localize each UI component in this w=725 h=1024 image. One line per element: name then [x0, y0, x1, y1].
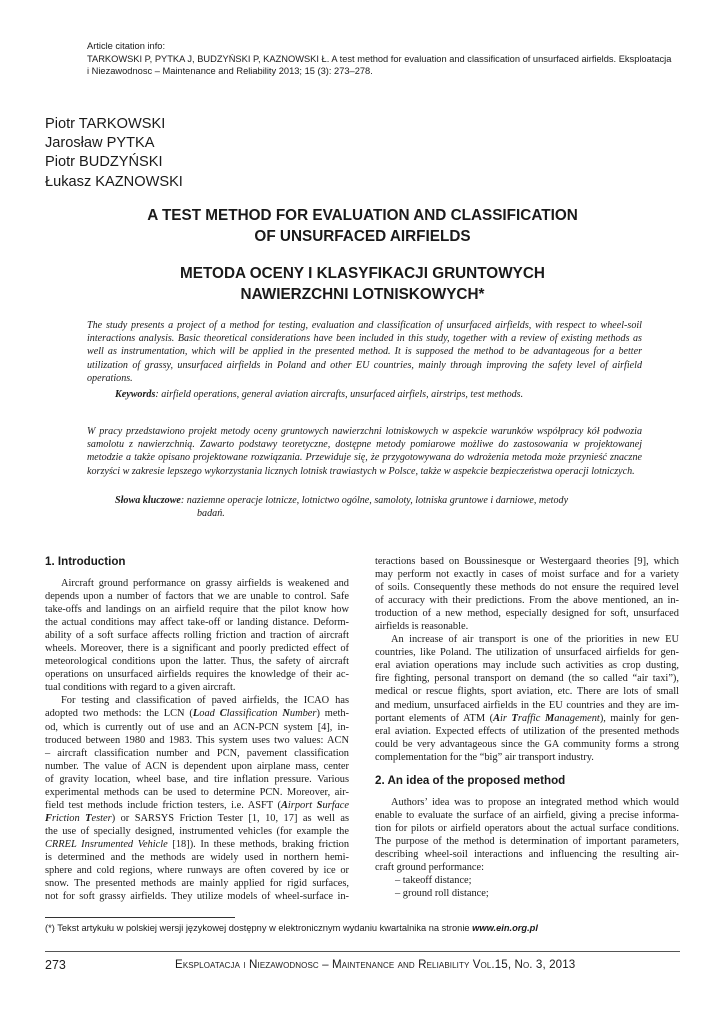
paragraph: [375, 796, 679, 874]
text-line: operations on unsurfaced airfields requires the knowledge of their ac-: [45, 669, 349, 681]
section-heading-proposed-method: 2. An idea of the proposed method: [375, 773, 566, 787]
text-line: and medium, unsurfaced airfields in the EU countries and they are im-: [375, 699, 679, 711]
text-line: The purpose of the method is determination of important parameters,: [375, 835, 679, 847]
citation-header: Article citation info:: [87, 41, 166, 51]
text-line: depends upon a number of factors that we are unable to control. Safe: [45, 591, 349, 603]
text-line: field test methods include friction testers, i.e. ASFT (Airport Surface: [45, 799, 349, 811]
author-list: [45, 115, 183, 192]
text-line: countries, like Poland. The utilization of unsurfaced airfields for gen-: [375, 647, 679, 659]
keywords-english: [115, 388, 523, 401]
text-line: number. The value of ACN is dependent upon airplane mass, center: [45, 760, 349, 772]
title-line: NAWIERZCHNI LOTNISKOWYCH*: [240, 285, 485, 303]
text-line: – aircraft classification number and PCN, pavement classification: [45, 747, 349, 759]
list-item: – takeoff distance;: [395, 875, 472, 887]
text-line: tion for pilots or airfield operators about the actual surface conditions.: [375, 822, 679, 834]
text-line: of accuracy with their predictions. From the above mentioned, an in-: [375, 595, 679, 607]
title-line: A TEST METHOD FOR EVALUATION AND CLASSIFICATION: [147, 207, 578, 224]
footnote-link[interactable]: www.ein.org.pl: [472, 923, 538, 933]
text-line: troduced between 1980 and 1983. This system uses two values: ACN: [45, 734, 349, 746]
text-line: CRREL Insrumented Vehicle [18]). In these methods, braking friction: [45, 838, 350, 850]
text-line: craft ground performance:: [375, 861, 485, 873]
text-line: An increase of air transport is one of the priorities in new EU: [391, 634, 679, 646]
text-line: eral aviation operations may include such activities as crop dusting,: [375, 660, 679, 672]
paragraph: [375, 555, 679, 633]
paragraph: [45, 577, 349, 694]
footnote-divider: [45, 917, 235, 918]
text-line: portant elements of ATM (Air Traffic Management), mainly for gen-: [375, 712, 679, 724]
section-heading-introduction: 1. Introduction: [45, 555, 126, 568]
text-line: of gravity location, wheel base, and tire inflation pressure. Various: [45, 773, 349, 785]
text-line: Authors’ idea was to propose an integrated method which would: [391, 796, 679, 808]
keywords-label: Keywords: [115, 389, 156, 400]
text-line: snow. The presented methods are mainly applied for rigid surfaces,: [45, 878, 349, 890]
paragraph: [375, 633, 679, 763]
list-item: – ground roll distance;: [395, 888, 489, 900]
text-line: may perform not exactly in cases of moist surface and for a variety: [375, 569, 679, 581]
text-line: Aircraft ground performance on grassy airfields is weakened and: [61, 578, 349, 589]
paragraph: [45, 694, 349, 903]
text-line: experimental methods can be used to determine PCN. Moreover, air-: [45, 786, 349, 798]
journal-footer: Eksploatacja i Niezawodnosc – Maintenance and Reliability Vol.15, No. 3, 2013: [175, 958, 576, 971]
text-line: sphere and cold regions, where runways are often covered by ice or: [45, 865, 349, 877]
left-column: [45, 555, 349, 903]
text-line: is determined and the methods are widely used in northern hemi-: [45, 851, 349, 863]
text-line: od, which is currently out of use and an ACN-PCN system [4], in-: [45, 721, 349, 733]
abstract-polish: W pracy przedstawiono projekt metody oceny gruntowych nawierzchni lotniskowych w aspekcie warunków współpracy kół podwozia samolotu z nawierzchnią. Zawarto podstawy teoretyczne, dostępne metody pomiarowe możliwe do zastosowania w projektowanej metodzie a także opisano projektowane rozwiązania. Przewiduje się, że przygotowywana do wdrożenia metoda może przynieść znaczne korzyści w zakresie lepszego wykorzystania licznych lotnisk trawiastych w Polsce, także w aspekcie bezpieczeństwa operacji lotniczych.: [87, 426, 642, 477]
text-line: enable to evaluate the surface of an airfield, giving a precise informa-: [375, 809, 679, 821]
keywords-text: : airfield operations, general aviation aircrafts, unsurfaced airfiels, airstrips, test methods.: [155, 389, 524, 400]
keywords-text: : naziemne operacje lotnicze, lotnictwo ogólne, samoloty, lotniska gruntowe i darniowe, metody: [180, 495, 569, 506]
text-line: could be very advantageous since the GA community forms a strong: [375, 738, 679, 750]
title-line: OF UNSURFACED AIRFIELDS: [254, 227, 471, 245]
text-line: adopted two methods: the LCN (Load Classification Number) meth-: [45, 708, 350, 720]
text-line: Friction Tester) or SARSYS Friction Tester [1, 10, 17] as well as: [45, 812, 350, 824]
footnote: [45, 922, 538, 934]
citation-line-2: i Niezawodnosc – Maintenance and Reliability 2013; 15 (3): 273–278.: [87, 66, 373, 76]
text-line: take-offs and landings on an airfield require that the pilot know how: [45, 604, 349, 616]
paper-title-english: [0, 206, 725, 247]
text-line: medical or rescue flights, sport aviation, etc. There are lots of small: [375, 686, 679, 698]
text-line: airfields is reasonable.: [375, 621, 469, 633]
right-column: [375, 555, 679, 900]
text-line: troduction of a new method, especially designed for soft, unsurfaced: [375, 608, 679, 620]
page-number: 273: [45, 958, 66, 972]
text-line: fire fighting, personal transport on demand (the so called “air taxi”),: [375, 673, 679, 685]
author: Łukasz KAZNOWSKI: [45, 173, 183, 190]
text-line: the actual conditions may affect take-off or landing distance. Deform-: [45, 617, 349, 629]
text-line: meteorological conditions upon the latter. Thus, the safety of aircraft: [45, 656, 349, 668]
text-line: eral aviation. Expected effects of utilization of the presented methods: [375, 725, 679, 737]
article-citation-info: [87, 40, 677, 78]
footer-divider: [45, 951, 680, 952]
keywords-text-continued: badań.: [197, 508, 225, 520]
keywords-polish: [115, 494, 635, 520]
author: Piotr TARKOWSKI: [45, 116, 166, 132]
author: Jarosław PYTKA: [45, 135, 155, 152]
text-line: For testing and classification of paved airfields, the ICAO has: [61, 695, 349, 707]
author: Piotr BUDZYŃSKI: [45, 154, 163, 171]
citation-line-1: TARKOWSKI P, PYTKA J, BUDZYŃSKI P, KAZNOWSKI Ł. A test method for evaluation and classification of unsurfaced airfields. Eksploatacja: [87, 53, 672, 64]
abstract-english: The study presents a project of a method for testing, evaluation and classification of unsurfaced airfields, with respect to wheel-soil interactions analysis. Basic theoretical considerations have been included in this study, together with a review of existing methods as well as instrumentation, which will be applied in the presented method. It is supposed the method to be advantageous for a better utilization of grassy, unsurfaced airfields in Poland and other EU countries, mainly through improving the safety level of airfield operations.: [87, 320, 642, 384]
text-line: wheels. Moreover, there is a significant and poorly predicted effect of: [45, 643, 349, 655]
footnote-text: (*) Tekst artykułu w polskiej wersji językowej dostępny w elektronicznym wydaniu kwartalnika na stronie: [45, 923, 473, 933]
paper-title-polish: [0, 264, 725, 305]
text-line: complementation for the “big” air transport industry.: [375, 751, 594, 763]
text-line: not for soft grassy airfields. They utilize models of wheel-surface in-: [45, 891, 349, 903]
text-line: the use of specially designed, instrumented vehicles (for example the: [45, 825, 349, 837]
text-line: describing wheel-soil interactions and influencing the resulting air-: [375, 848, 679, 860]
title-line: METODA OCENY I KLASYFIKACJI GRUNTOWYCH: [180, 265, 545, 282]
text-line: teractions based on Boussinesque or Westergaard theories [9], which: [375, 556, 679, 567]
text-line: tual conditions with regard to a given aircraft.: [45, 682, 236, 694]
keywords-label: Słowa kluczowe: [115, 495, 181, 506]
text-line: of soils. Consequently these methods do not ensure the required level: [375, 582, 679, 594]
text-line: ability of a soft surface affects rolling friction and traction of aircraft: [45, 630, 349, 642]
